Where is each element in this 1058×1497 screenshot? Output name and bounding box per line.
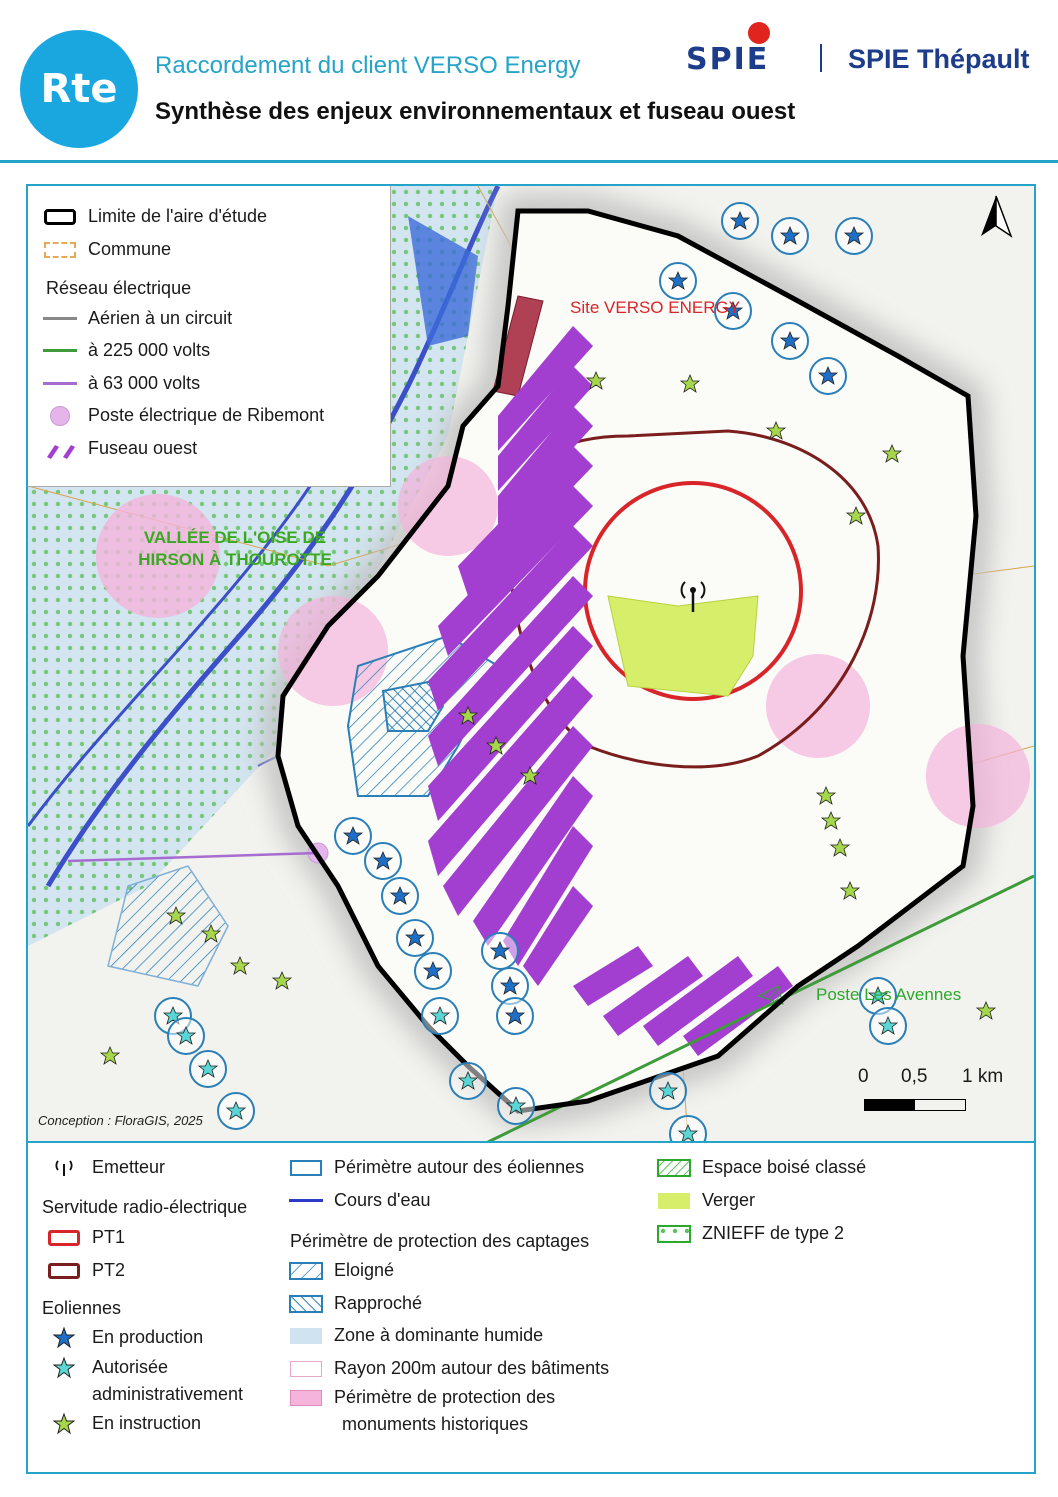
star-authorized-icon bbox=[53, 1357, 75, 1379]
legend-eloigne: Eloigné bbox=[288, 1260, 394, 1281]
monument-perimeter bbox=[926, 724, 1030, 828]
legend-cours-eau: Cours d'eau bbox=[288, 1190, 431, 1211]
poste-avennes-label: Poste Les Avennes bbox=[816, 985, 962, 1004]
legend-espace-boise: Espace boisé classé bbox=[656, 1157, 866, 1178]
legend-autorisee-2: administrativement bbox=[92, 1384, 244, 1404]
spie-thepault-logo: SPIE Thépault bbox=[848, 44, 1030, 74]
antenna-icon bbox=[53, 1158, 75, 1178]
legend-rayon200: Rayon 200m autour des bâtiments bbox=[288, 1358, 609, 1379]
map-title: Raccordement du client VERSO Energy bbox=[155, 52, 581, 79]
rte-logo: Rte bbox=[20, 30, 138, 148]
legend-reseau-title: Réseau électrique bbox=[46, 278, 192, 298]
legend-commune: Commune bbox=[42, 239, 171, 260]
spie-logo-dot bbox=[748, 22, 770, 44]
scale-label-0: 0 bbox=[858, 1066, 869, 1087]
scale-bar bbox=[864, 1099, 966, 1111]
legend-verger: Verger bbox=[656, 1190, 755, 1211]
legend-en-instruction: En instruction bbox=[46, 1413, 201, 1434]
legend-rapproche: Rapproché bbox=[288, 1293, 422, 1314]
verger-area bbox=[608, 596, 758, 696]
legend-perimetre-eoliennes: Périmètre autour des éoliennes bbox=[288, 1157, 584, 1178]
vallee-oise-label: VALLÉE DE L'OISE DE HIRSON À THOUROTTE bbox=[138, 528, 332, 569]
legend-fuseau: Fuseau ouest bbox=[42, 438, 197, 459]
credit: Conception : FloraGIS, 2025 bbox=[38, 1113, 203, 1128]
site-verso-label: Site VERSO ENERGY bbox=[570, 298, 741, 317]
legend-limite: Limite de l'aire d'étude bbox=[42, 206, 267, 227]
map-subtitle: Synthèse des enjeux environnementaux et fuseau ouest bbox=[155, 98, 796, 125]
legend-pt1: PT1 bbox=[46, 1227, 125, 1248]
legend-bottom bbox=[28, 1143, 1034, 1473]
legend-225kv: à 225 000 volts bbox=[42, 340, 210, 361]
legend-znieff: ZNIEFF de type 2 bbox=[656, 1223, 844, 1244]
legend-63kv: à 63 000 volts bbox=[42, 373, 200, 394]
legend-eoliennes-title: Eoliennes bbox=[42, 1298, 122, 1318]
star-instruction-icon bbox=[53, 1413, 75, 1435]
brand-separator bbox=[820, 44, 822, 72]
spie-logo: SPIE bbox=[686, 42, 770, 77]
legend-top bbox=[28, 186, 391, 487]
legend-captages-title: Périmètre de protection des captages bbox=[290, 1231, 590, 1251]
legend-monuments: Périmètre de protection des bbox=[288, 1387, 555, 1408]
legend-pt2: PT2 bbox=[46, 1260, 125, 1281]
star-production-icon bbox=[53, 1327, 75, 1349]
header-divider bbox=[0, 160, 1058, 163]
legend-zone-humide: Zone à dominante humide bbox=[288, 1325, 543, 1346]
legend-aerien: Aérien à un circuit bbox=[42, 308, 232, 329]
legend-en-production: En production bbox=[46, 1327, 203, 1348]
legend-servitude-title: Servitude radio-électrique bbox=[42, 1197, 248, 1217]
legend-autorisee: Autorisée bbox=[46, 1357, 168, 1378]
scale-label-mid: 0,5 bbox=[901, 1066, 928, 1087]
scale-label-end: 1 km bbox=[962, 1066, 1004, 1087]
legend-emetteur: Emetteur bbox=[46, 1157, 165, 1178]
legend-monuments-2: monuments historiques bbox=[342, 1414, 529, 1434]
legend-poste: Poste électrique de Ribemont bbox=[42, 405, 324, 426]
